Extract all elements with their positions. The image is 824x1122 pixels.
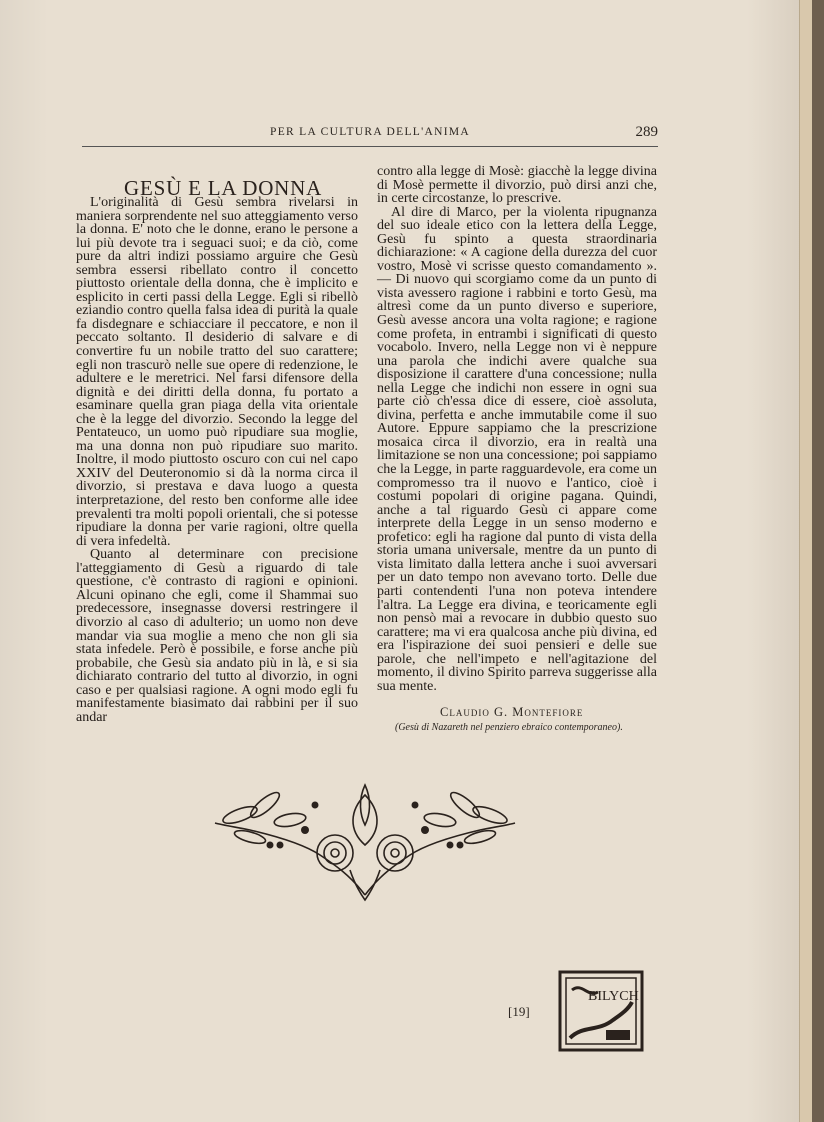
page-number: 289 xyxy=(635,124,658,140)
stamp-lettering: BILYCH xyxy=(588,989,639,1004)
floral-ornament-icon xyxy=(210,775,520,905)
running-head xyxy=(82,126,658,147)
paragraph: Quanto al determinare con precisione l'atteggiamento di Gesù a riguardo di tale questione, c'è contrasto di ragioni e opinioni. Alcuni opinano che egli, come il Shammai suo predecessore, insegnasse doversi restringere il divorzio al caso di adulterio; un uomo non deve mandar via sua moglie a meno che non gli sia stata infedele. Però è possibile, e forse anche più probabile, che Gesù sia andato più in là, e si sia dichiarato contrario del tutto al divorzio, in ogni caso e per qualsiasi ragione. A ogni modo egli fu manifestamente biasimato dai rabbini per il suo andar xyxy=(76,547,358,725)
right-column xyxy=(377,165,657,693)
paragraph: Al dire di Marco, per la violenta ripugnanza del suo ideale etico con la lettera della Legge, Gesù fu spinto a questa straordinaria dichiarazione: « A cagione della durezza del cuor vostro, Mosè vi scrisse questo comandamento ». — Di nuovo qui scorgiamo come da un punto di vista avessero ragione i rabbini e torto Gesù, ma altresì come da un punto diverso e superiore, Gesù avesse ancora una volta ragione; e ragione come profeta, in entrambi i significati di questo vocabolo. Invero, nella Legge non vi è neppure una parola che indichi avere qualche sua disposizione il carattere d'una concessione; nulla nella Legge che indichi non essere in ogni sua parte ciò ch'essa dice di essere, cioè assoluta, divina, perfetta e anche immutabile come il suo Autore. Eppure sappiamo che la prescrizione mosaica circa il divorzio, era in realtà una limitazione se non una concessione; poi sappiamo che la Legge, in parte ragguardevole, era come un compromesso tra il nuovo e l'antico, cioè i costumi popolari di origine pagana. Quindi, anche a tal riguardo Gesù ci appare come interprete della Legge in un senso moderno e profetico: egli ha ragione dal punto di vista della storia umana universale, mentre da un punto di vista limitato dalla lettera anche i suoi avversari per un dato tempo non avevano torto. Delle due parti contendenti l'una non poteva intendere l'altra. La Legge era divina, e teoricamente egli non pensò mai a revocare in dubbio questo suo carattere; ma vi era qualcosa anche più divina, ed era l'ispirazione dei suoi pensieri e delle sue parole, che nell'impeto e nell'agitazione del momento, il divino Spirito parreva suggerisse alla sua mente. xyxy=(377,204,657,694)
source-citation: (Gesù di Nazareth nel penziero ebraico contemporaneo). xyxy=(395,722,623,733)
paragraph: L'originalità di Gesù sembra rivelarsi in maniera sorprendente nel suo atteggiamento verso la donna. E' noto che le donne, erano le persone a lui più devote tra i seguaci suoi; e da ciò, come pure da altri indizi possiamo arguire che Gesù sembra essersi ribellato contro il concetto piuttosto orientale della donna, che è implicito e esplicito in certi passi della Legge. Egli si ribellò eziandio contro quella falsa idea di purità la quale fa disdegnare e schiacciare il peccatore, e non il peccato soltanto. Il desiderio di salvare e di convertire fu un nobile tratto del suo carattere; egli non trascurò nelle sue opere di redenzione, le adultere e le meretrici. Nel farsi difensore della dignità e dei diritti della donna, fu portato a esaminare quella gran piaga della vita orientale che è la legge del divorzio. Secondo la legge del Pentateuco, un uomo può ripudiare sua moglie, ma una donna non può ripudiare suo marito. Inoltre, il modo piuttosto oscuro con cui nel capo XXIV del Deuteronomio si dà la norma circa il divorzio, si prestava e dava luogo a questa interpretazione, del resto ben conforme alle idee prevalenti tra molti popoli orientali, che si potesse ripudiare la donna per varie ragioni, oltre quella di vera infedeltà. xyxy=(76,195,358,549)
running-title: PER LA CULTURA DELL'ANIMA xyxy=(270,126,470,138)
article-title: GESÙ E LA DONNA xyxy=(124,176,323,201)
author-signature: Claudio G. Montefiore xyxy=(440,705,584,719)
publisher-mark-icon xyxy=(558,970,644,1052)
left-column xyxy=(76,196,358,724)
folio-number: [19] xyxy=(508,1004,530,1019)
page-edge xyxy=(799,0,812,1122)
paragraph: contro alla legge di Mosè: giacchè la legge divina di Mosè permette il divorzio, può dirsi anzi che, in certe circostanze, lo prescrive. xyxy=(377,164,657,207)
